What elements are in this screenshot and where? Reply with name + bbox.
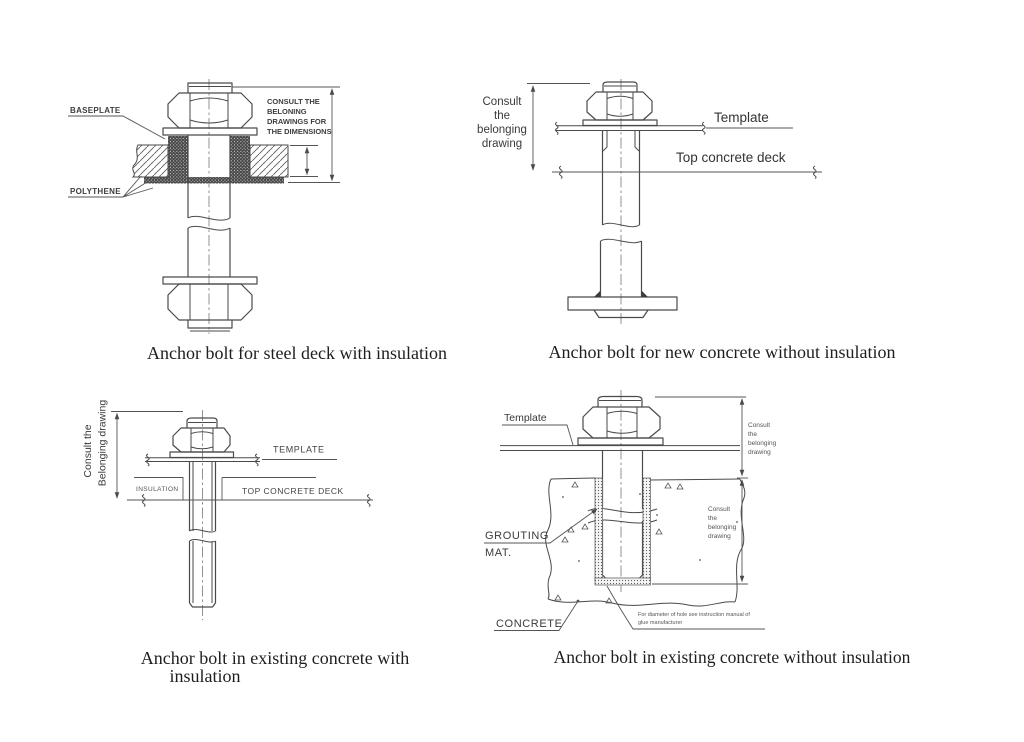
svg-text:belonging: belonging (477, 124, 527, 136)
top-deck-label: TOP CONCRETE DECK (242, 486, 344, 496)
svg-text:the: the (748, 431, 758, 438)
grout-liner-left (595, 478, 603, 581)
svg-text:drawing: drawing (748, 449, 771, 456)
template-label: Template (504, 412, 547, 424)
washer (578, 438, 663, 445)
hole-note (607, 586, 765, 629)
grouting-label-line1: GROUTING (485, 530, 550, 542)
consult-note-rotated-2: Belonging drawing (96, 399, 109, 487)
caption-steel-deck: Anchor bolt for steel deck with insulation (147, 343, 447, 363)
labels (136, 445, 344, 497)
plate-break-left (146, 454, 149, 466)
concrete-label: CONCRETE (496, 618, 563, 630)
svg-text:belonging: belonging (748, 440, 777, 447)
concrete-top-right (650, 479, 740, 480)
consult-note (477, 96, 527, 150)
grouting-and-concrete (546, 478, 745, 606)
anchor-bolt-assembly (133, 83, 288, 331)
dimensions (652, 397, 777, 584)
svg-text:drawing: drawing (708, 533, 731, 540)
concrete-top-left (551, 478, 595, 479)
plate-break-right (255, 454, 258, 466)
svg-text:THE DIMENSIONS: THE DIMENSIONS (267, 127, 332, 136)
hex-nut-bottom (168, 284, 252, 320)
grouting-label-line2: MAT. (485, 547, 512, 559)
svg-text:Consult: Consult (482, 96, 522, 108)
template-plate (500, 446, 740, 451)
panel-steel-deck (68, 79, 447, 363)
insulation-label: INSULATION (136, 486, 179, 493)
svg-text:glue manufacturer: glue manufacturer (638, 620, 683, 626)
caption-existing-with-line2: insulation (169, 666, 241, 686)
panel-new-concrete (477, 79, 895, 362)
dimensions (82, 400, 183, 498)
svg-text:Consult: Consult (708, 506, 731, 513)
plate-break-left (555, 122, 558, 135)
bolt-cap (598, 397, 642, 408)
baseplate-label: BASEPLATE (70, 106, 121, 115)
anchor-plate (568, 297, 677, 310)
caption-existing-without: Anchor bolt in existing concrete without insulation (553, 647, 911, 667)
top-deck-label: Top concrete deck (676, 150, 786, 165)
panel-existing-with-insulation (82, 400, 409, 686)
polythene-label: POLYTHENE (70, 187, 121, 196)
polythene-liner-left (168, 136, 188, 177)
grout-liner-bottom (595, 578, 651, 585)
concrete-edge-bottom (548, 599, 735, 606)
bolt-top-end (188, 83, 232, 93)
caption-existing-with-line1: Anchor bolt in existing concrete with (140, 648, 410, 668)
washer-top (163, 128, 257, 135)
svg-text:CONSULT THE: CONSULT THE (267, 97, 320, 106)
svg-text:drawing: drawing (481, 138, 523, 150)
svg-text:Consult: Consult (748, 422, 771, 429)
svg-text:DRAWINGS FOR: DRAWINGS FOR (267, 117, 327, 126)
dimensions (477, 84, 590, 171)
polythene-liner-right (230, 136, 250, 177)
svg-text:BELONING: BELONING (267, 107, 307, 116)
nut-washer (583, 120, 657, 126)
anchor-bolt-assembly (555, 82, 705, 318)
template-plate (556, 126, 703, 131)
grout-liner-right (643, 478, 651, 581)
template-leader (502, 425, 573, 445)
caption-new-concrete: Anchor bolt for new concrete without insulation (548, 342, 896, 362)
baseplate-leader (68, 116, 165, 139)
deck-break-right (367, 495, 370, 507)
svg-text:the: the (494, 110, 510, 122)
polythene-sheet-bottom (144, 177, 284, 184)
template-label: Template (714, 110, 769, 125)
svg-text:the: the (708, 515, 718, 522)
plate-break-right (702, 122, 705, 135)
bolt-cap (603, 82, 637, 92)
template-label: TEMPLATE (273, 444, 325, 455)
consult-note-lower (708, 506, 737, 540)
washer (170, 452, 234, 458)
hole-note-leader (607, 586, 765, 629)
panel-existing-without-insulation (484, 390, 911, 667)
washer-bottom (163, 277, 257, 284)
consult-note (267, 97, 332, 136)
svg-text:For diameter of hole see instr: For diameter of hole see instruction manual of (638, 612, 750, 618)
fillet-left (594, 291, 601, 298)
consult-note-upper (748, 422, 777, 456)
baseplate-left (133, 145, 168, 177)
baseplate-right (250, 145, 288, 177)
deck-break-left (142, 495, 145, 507)
consult-note-rotated-1: Consult the (82, 424, 94, 478)
fillet-right (642, 291, 649, 298)
svg-text:belonging: belonging (708, 524, 737, 531)
